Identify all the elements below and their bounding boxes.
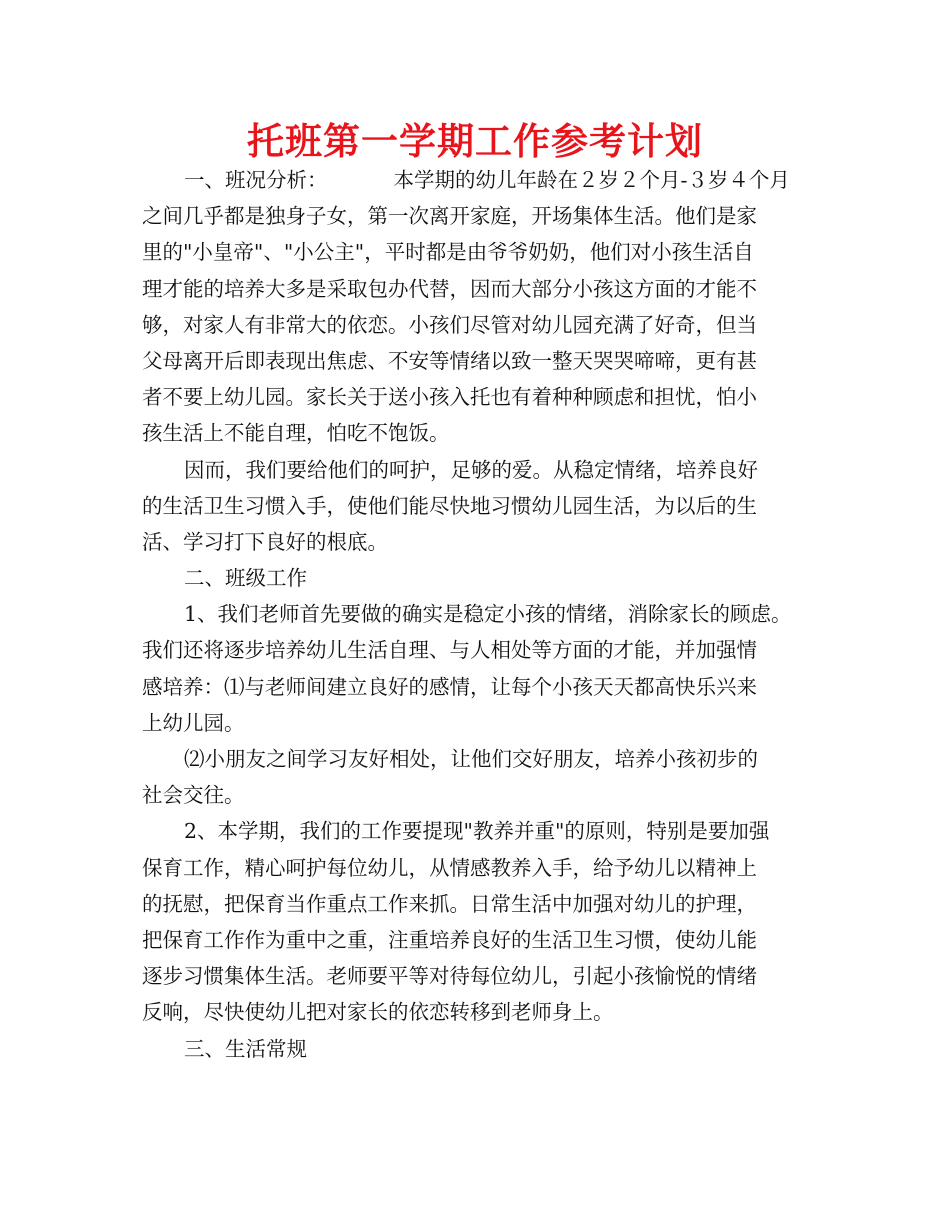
text-segment: 里的"小皇帝"、"小公主"，平时都是由爷爷奶奶，他们对小孩生活自 <box>142 240 754 265</box>
text-segment: 2、本学期，我们的工作要提现"教养并重"的原则，特别是要加强 <box>184 819 770 844</box>
text-segment: 父母离开后即表现出焦虑、不安等情绪以致一整天哭哭啼啼，更有甚 <box>142 348 757 373</box>
text-segment: 理才能的培养大多是采取包办代替，因而大部分小孩这方面的才能不 <box>142 276 757 301</box>
text-line <box>142 958 812 994</box>
text-segment: 保育工作，精心呵护每位幼儿，从情感教养入手，给予幼儿以精神上 <box>142 855 757 880</box>
text-segment: 之间几乎都是独身子女，第一次离开家庭，开场集体生活。他们是家 <box>142 204 757 229</box>
text-segment: 我们还将逐步培养幼儿生活自理、与人相处等方面的才能，并加强情 <box>142 638 757 663</box>
document-title: 托班第一学期工作参考计划 <box>247 120 703 163</box>
text-line <box>142 813 812 849</box>
text-segment: 感培养：⑴与老师间建立良好的感情，让每个小孩天天都高快乐兴来 <box>142 674 757 699</box>
text-line <box>142 379 812 415</box>
text-segment: 够，对家人有非常大的依恋。小孩们尽管对幼儿园充满了好奇，但当 <box>142 312 757 337</box>
text-line <box>142 560 812 596</box>
text-line <box>142 307 812 343</box>
text-segment: 反响，尽快使幼儿把对家长的依恋转移到老师身上。 <box>142 1000 614 1025</box>
text-line <box>142 198 812 234</box>
text-segment: 的生活卫生习惯入手，使他们能尽快地习惯幼儿园生活，为以后的生 <box>142 493 757 518</box>
text-segment: 本学期的幼儿年龄在２岁２个月-３岁４个月 <box>393 168 790 192</box>
document-body <box>142 162 812 1067</box>
text-line <box>142 488 812 524</box>
text-line <box>142 162 812 198</box>
text-line <box>142 271 812 307</box>
text-segment: 二、班级工作 <box>184 566 307 591</box>
text-segment: 逐步习惯集体生活。老师要平等对待每位幼儿，引起小孩愉悦的情绪 <box>142 964 757 989</box>
text-line <box>142 777 812 813</box>
text-segment: 因而，我们要给他们的呵护，足够的爱。从稳定情绪，培养良好 <box>184 457 758 482</box>
text-line <box>142 705 812 741</box>
text-segment: 的抚慰，把保育当作重点工作来抓。日常生活中加强对幼儿的护理， <box>142 891 757 916</box>
text-line <box>142 452 812 488</box>
text-line <box>142 596 812 632</box>
text-segment: 三、生活常规 <box>184 1036 307 1061</box>
text-line <box>142 1031 812 1067</box>
text-segment: ⑵小朋友之间学习友好相处，让他们交好朋友，培养小孩初步的 <box>184 747 758 771</box>
text-line <box>142 741 812 777</box>
text-line <box>142 234 812 270</box>
text-segment: 者不要上幼儿园。家长关于送小孩入托也有着种种顾虑和担忧，怕小 <box>142 385 757 410</box>
text-segment: 活、学习打下良好的根底。 <box>142 529 388 554</box>
text-segment: 一、班况分析： <box>184 168 328 192</box>
text-line <box>142 343 812 379</box>
text-segment: 1、我们老师首先要做的确实是稳定小孩的情绪，消除家长的顾虑。 <box>184 602 792 627</box>
text-line <box>142 850 812 886</box>
text-line <box>142 886 812 922</box>
text-segment: 孩生活上不能自理，怕吃不饱饭。 <box>142 421 450 446</box>
text-segment: 把保育工作作为重中之重，注重培养良好的生活卫生习惯，使幼儿能 <box>142 927 757 952</box>
text-line <box>142 669 812 705</box>
text-segment: 上幼儿园。 <box>142 710 245 735</box>
text-line <box>142 524 812 560</box>
text-line <box>142 632 812 668</box>
text-line <box>142 994 812 1030</box>
text-segment: 社会交往。 <box>142 783 245 808</box>
text-line <box>142 415 812 451</box>
text-line <box>142 922 812 958</box>
